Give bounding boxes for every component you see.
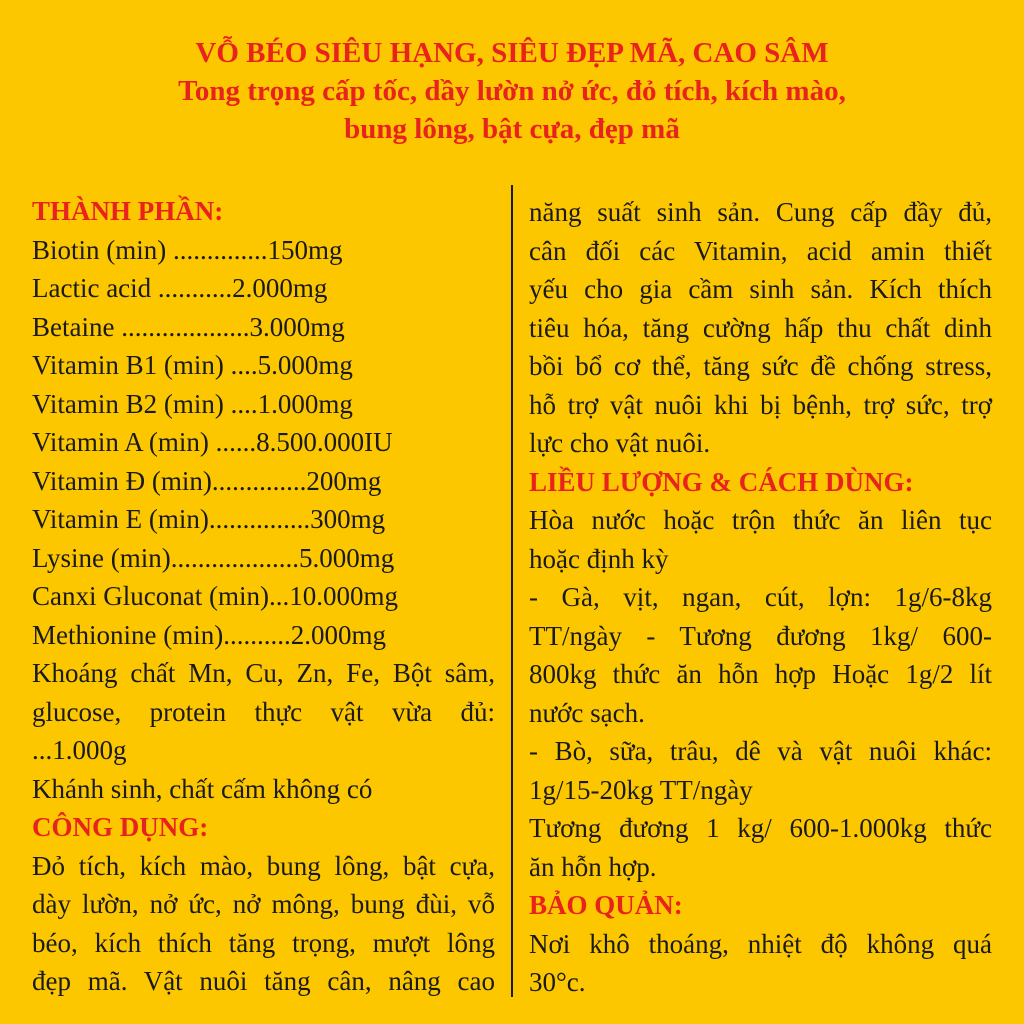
header-subtitle-line1: Tong trọng cấp tốc, dầy lườn nở ức, đỏ tích, kích mào, <box>178 75 846 107</box>
column-divider <box>511 185 513 997</box>
ingredient-item: Vitamin B1 (min) ....5.000mg <box>32 350 353 380</box>
uses-cont-line: yếu cho gia cầm sinh sản. Kích thích <box>529 274 992 304</box>
minerals-line: ...1.000g <box>32 735 127 765</box>
uses-line: dày lườn, nở ức, nở mông, bung đùi, vỗ <box>32 889 495 919</box>
dosage-line: - Bò, sữa, trâu, dê và vật nuôi khác: <box>529 736 992 766</box>
dosage-line: nước sạch. <box>529 697 645 728</box>
ingredient-item: Vitamin E (min)...............300mg <box>32 504 386 534</box>
ingredients-list <box>32 231 495 655</box>
uses-line: béo, kích thích tăng trọng, mượt lông <box>32 927 495 958</box>
uses-cont-line: năng suất sinh sản. Cung cấp đầy đủ, <box>529 197 992 227</box>
ingredient-item: Biotin (min) ..............150mg <box>32 234 343 265</box>
dosage-line: 1g/15-20kg TT/ngày <box>529 774 753 805</box>
header-title: VỖ BÉO SIÊU HẠNG, SIÊU ĐẸP MÃ, CAO SÂM <box>195 37 829 69</box>
dosage-line: 800kg thức ăn hỗn hợp Hoặc 1g/2 lít <box>529 659 992 689</box>
storage-line: 30°c. <box>529 967 586 997</box>
ingredient-item: Vitamin B2 (min) ....1.000mg <box>32 388 353 419</box>
storage-heading: BẢO QUẢN: <box>529 890 683 920</box>
left-column <box>32 192 495 1001</box>
ingredients-heading: THÀNH PHẦN: <box>32 196 224 226</box>
ingredient-item: Vitamin A (min) ......8.500.000IU <box>32 427 393 457</box>
uses-cont-line: lực cho vật nuôi. <box>529 428 711 458</box>
dosage-line: hoặc định kỳ <box>529 543 669 574</box>
ingredient-item: Lysine (min)...................5.000mg <box>32 542 395 573</box>
uses-cont-line: bồi bổ cơ thể, tăng sức đề chống stress, <box>529 351 992 381</box>
ingredient-item: Lactic acid ...........2.000mg <box>32 273 328 303</box>
dosage-line: Tương đương 1 kg/ 600-1.000kg thức <box>529 813 992 843</box>
uses-line: Đỏ tích, kích mào, bung lông, bật cựa, <box>32 850 495 881</box>
minerals-line: glucose, protein thực vật vừa đủ: <box>32 696 495 727</box>
ingredient-item: Vitamin Đ (min)..............200mg <box>32 465 382 496</box>
storage-line: Nơi khô thoáng, nhiệt độ không quá <box>529 928 992 959</box>
uses-line: đẹp mã. Vật nuôi tăng cân, nâng cao <box>32 966 495 996</box>
uses-cont-line: hỗ trợ vật nuôi khi bị bệnh, trợ sức, trợ <box>529 389 992 420</box>
right-column <box>529 193 992 1002</box>
dosage-line: TT/ngày - Tương đương 1kg/ 600- <box>529 620 992 651</box>
uses-heading: CÔNG DỤNG: <box>32 812 209 842</box>
product-header <box>0 34 1024 148</box>
dosage-line: - Gà, vịt, ngan, cút, lợn: 1g/6-8kg <box>529 582 992 612</box>
uses-cont-line: cân đối các Vitamin, acid amin thiết <box>529 235 992 266</box>
ingredient-item: Methionine (min)..........2.000mg <box>32 619 386 650</box>
dosage-line: Hòa nước hoặc trộn thức ăn liên tục <box>529 505 992 535</box>
dosage-line: ăn hỗn hợp. <box>529 851 657 882</box>
uses-cont-line: tiêu hóa, tăng cường hấp thu chất dinh <box>529 312 992 343</box>
minerals-line: Khoáng chất Mn, Cu, Zn, Fe, Bột sâm, <box>32 658 495 688</box>
ingredient-item: Betaine ...................3.000mg <box>32 311 345 342</box>
header-subtitle-line2: bung lông, bật cựa, đẹp mã <box>344 113 680 145</box>
ingredient-item: Canxi Gluconat (min)...10.000mg <box>32 581 398 611</box>
dosage-heading: LIỀU LƯỢNG & CÁCH DÙNG: <box>529 466 914 497</box>
antibiotics-note: Khánh sinh, chất cấm không có <box>32 773 373 804</box>
